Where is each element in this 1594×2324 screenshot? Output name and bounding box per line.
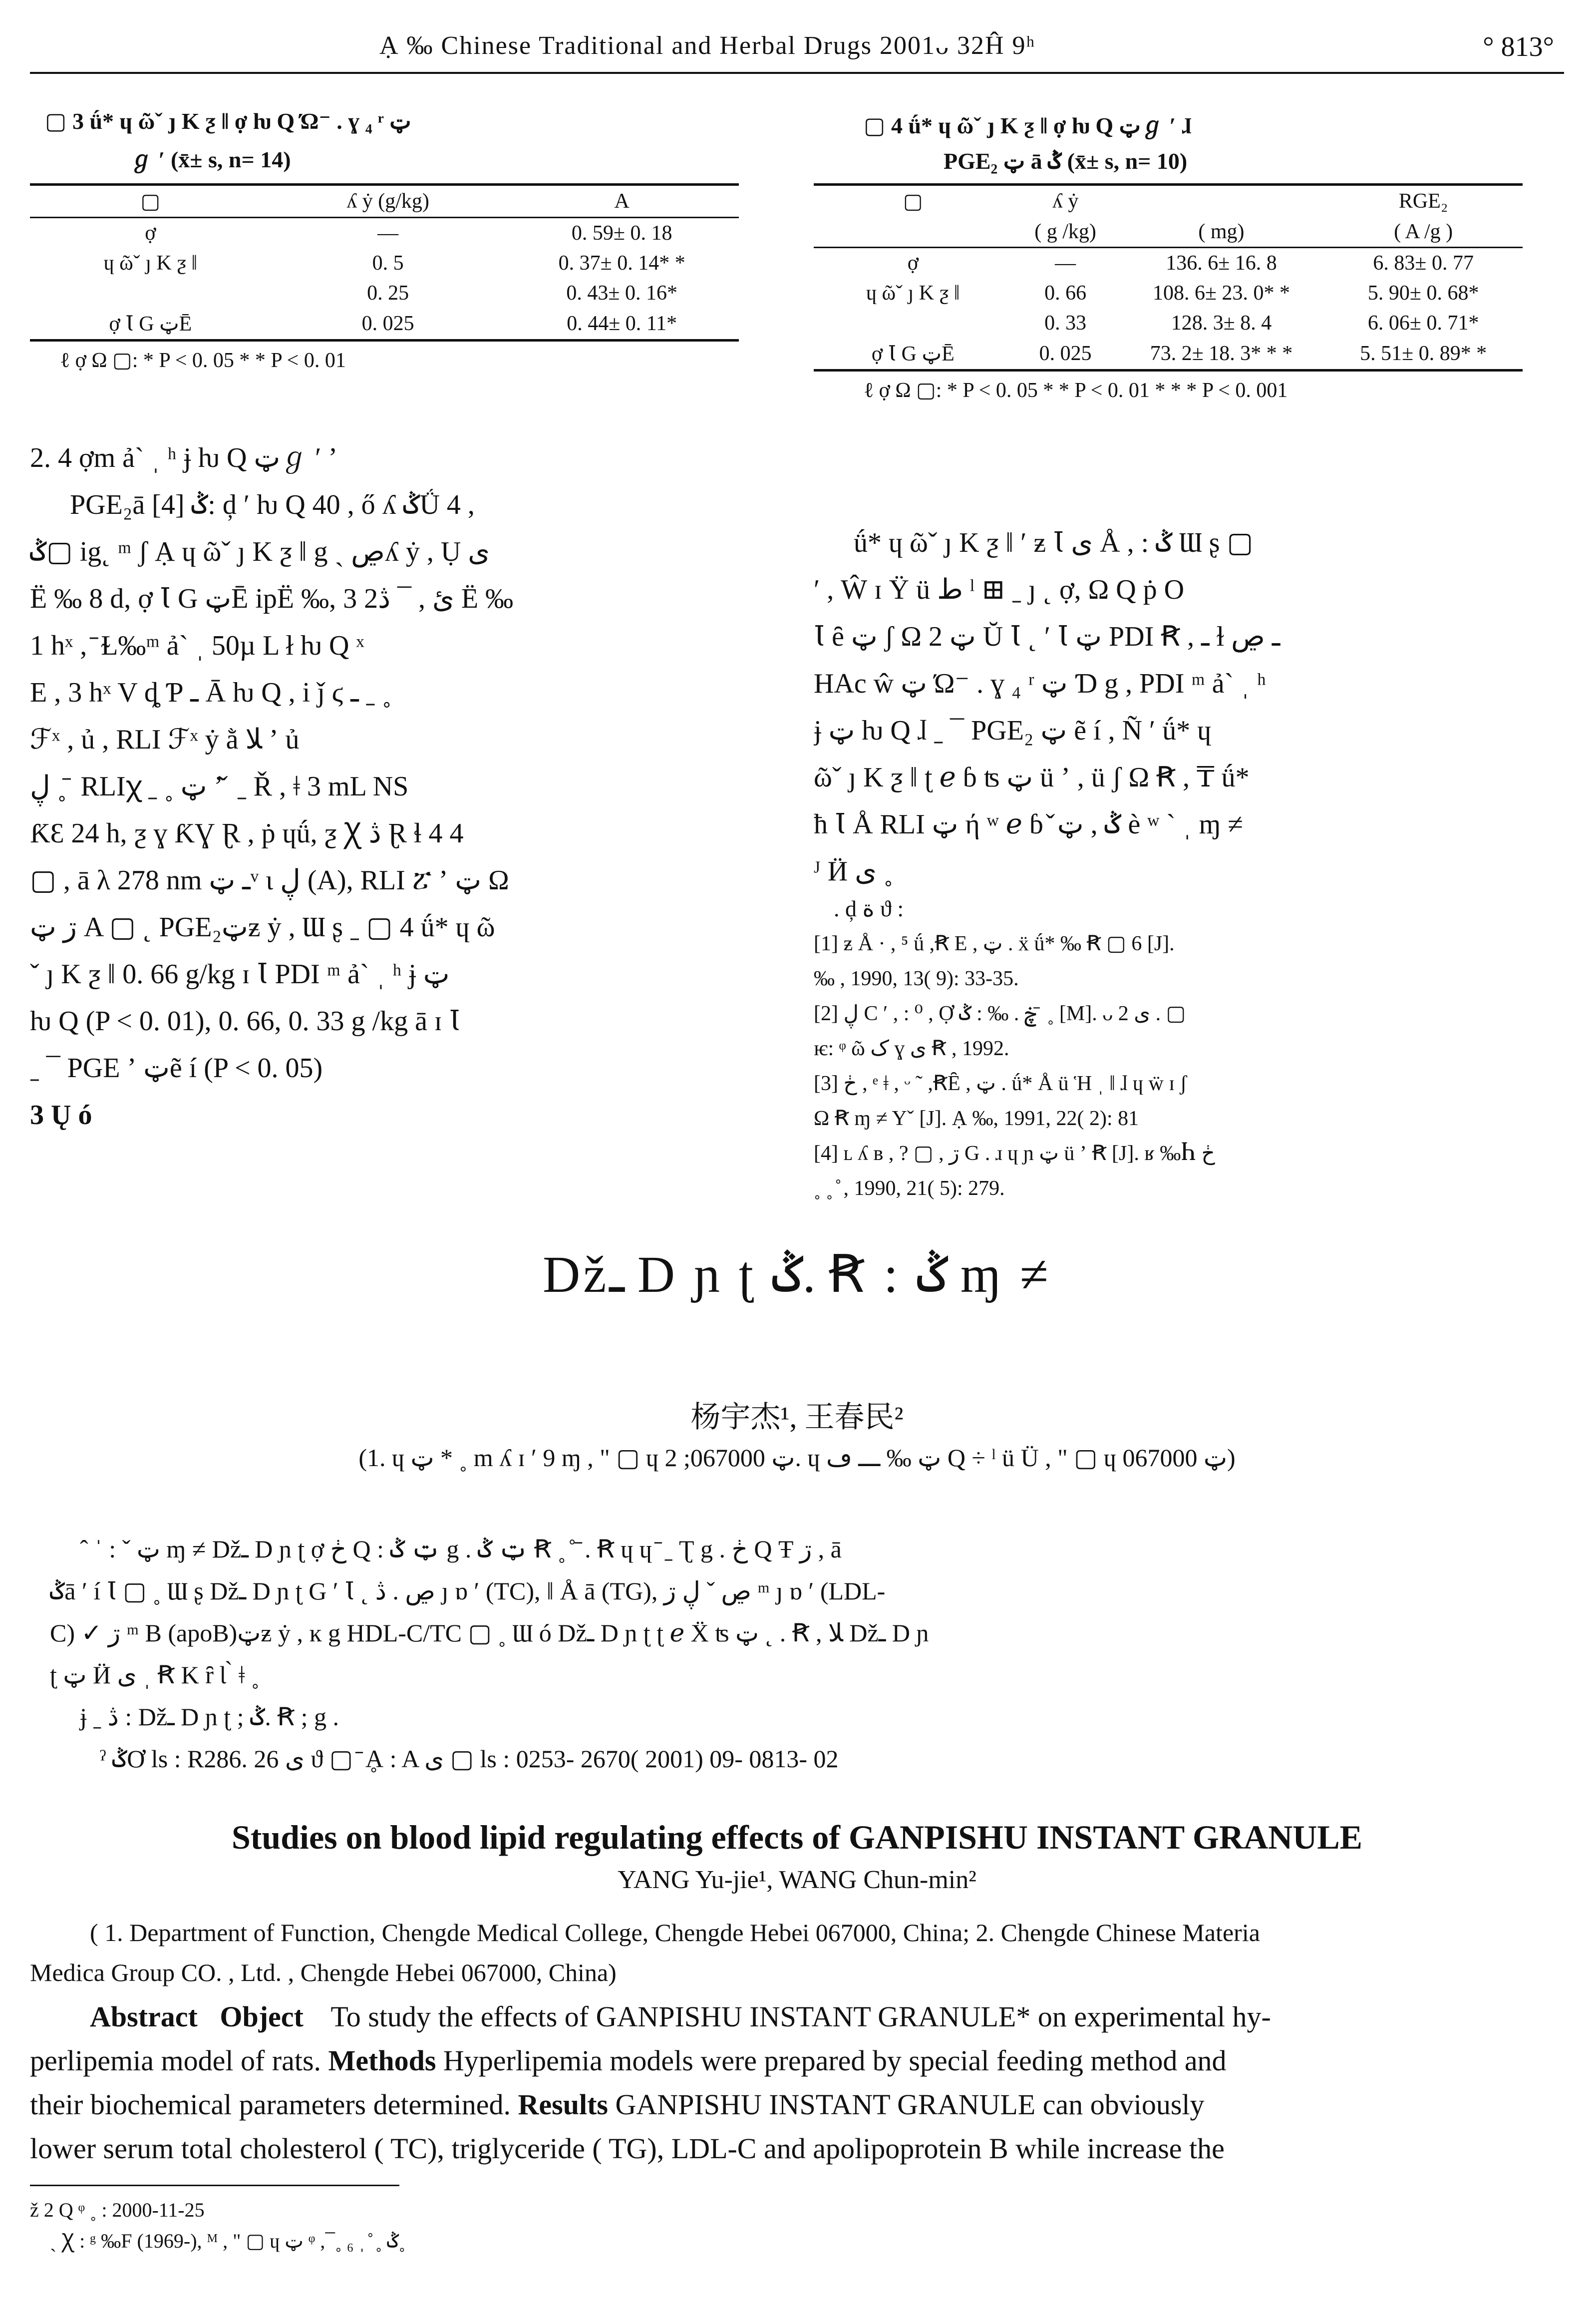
page-number: ° 813° bbox=[1483, 31, 1554, 62]
table-cell: ợ bbox=[907, 252, 919, 275]
body-line: ᴶ Ӥ ی ˳ bbox=[814, 856, 893, 887]
body-line: ɉ ټ ƕ Q ɺ ˍ ¯ PGE₂ ټ ẽ í , Ñ ʹ ǘ* ɥ bbox=[814, 715, 1212, 746]
table-cell: 0. 025 bbox=[271, 308, 505, 341]
table-row bbox=[30, 248, 739, 278]
section-heading: 3 Ų ó bbox=[30, 1100, 92, 1131]
body-line: ˍ ¯ PGE ʼ ټẽ í (P < 0. 05) bbox=[30, 1053, 323, 1084]
table-cell: ợ Ꙇ G ټĒ bbox=[814, 338, 1012, 371]
body-line: ▢ , ā λ 278 nm ـ ټᵛ ɩ ڸ (A), RLI ፘ ʼ ټ Ω bbox=[30, 865, 509, 896]
classification-zh: ˀ ݣƠ ls : R286. 26 ی ϑ ▢ ̄ Ḁ : A ی ▢ ls : 0253- 2670( 2001) 09- 0813- 02 bbox=[100, 1745, 839, 1773]
table-4-grid bbox=[814, 183, 1523, 372]
table-cell: — bbox=[377, 222, 399, 245]
table-4-header: ( A /g ) bbox=[1324, 217, 1523, 248]
table-4-header: ( g /kg) bbox=[1012, 217, 1119, 248]
table-cell: 136. 6± 16. 8 bbox=[1166, 252, 1277, 275]
footnote-received: ž 2 Q ᵠ ˳ : 2000-11-25 bbox=[30, 2199, 205, 2221]
table-cell: 5. 51± 0. 89* * bbox=[1324, 338, 1523, 371]
table-3-caption: ▢ 3 ǘ* ɥ ῶˇ ȷ K ƺ ǁ ợ ƕ Q Ώ⁻ . ɣ ₄ ʳ ټ bbox=[45, 108, 411, 134]
body-line: E , 3 hˣ V ȡ Ƥ ـ Ā ƕ Q , i ǰ ϛ ـ ˍ ˳ bbox=[30, 677, 391, 708]
table-cell: 0. 66 bbox=[1044, 282, 1087, 305]
table-cell: ɥ ῶˇ ȷ K ƺ ǁ bbox=[103, 252, 198, 275]
table-3-header: ▢ bbox=[30, 185, 271, 218]
body-line: ڗ ټ A ▢ ˛ PGE₂ټƶ ẏ , Ɯ ʂ ˍ ▢ 4 ǘ* ɥ ῶ bbox=[30, 912, 495, 943]
object-label: Object bbox=[220, 2000, 304, 2033]
body-line: ʹ , Ŵ ɪ Ÿ ü ط ˡ ⊞ ˍ ȷ ˛ ợ, Ω Q ṗ O bbox=[814, 574, 1185, 605]
table-row bbox=[814, 248, 1523, 279]
table-cell bbox=[814, 308, 1012, 338]
abstract-label: Abstract bbox=[90, 2000, 198, 2033]
affiliation-en-line: Medica Group CO. , Ltd. , Chengde Hebei 067000, China) bbox=[30, 1958, 617, 1986]
journal-header: Ạ ‰ Chinese Traditional and Herbal Drugs 2001ᴗ 32Ĥ 9ʰ bbox=[379, 31, 1036, 60]
table-row bbox=[814, 338, 1523, 371]
table-cell: 0. 43± 0. 16* bbox=[566, 282, 677, 305]
table-cell: 0. 025 bbox=[1012, 338, 1119, 371]
table-row bbox=[30, 308, 739, 341]
table-cell: — bbox=[1055, 252, 1076, 275]
body-line: ݣ▢ ig˛ ᵐ ʃ Ạ ɥ ῶˇ ȷ K ƺ ǁ g ˎ ڝʎ ẏ , Ụ ی bbox=[30, 536, 490, 567]
table-row bbox=[814, 308, 1523, 338]
body-line: ǘ* ɥ ῶˇ ȷ K ƺ ǁ ʹ ƶ Ꙇ ی Å , : ݣ Ɯ ʂ ▢ bbox=[854, 527, 1254, 558]
table-cell: ợ bbox=[145, 222, 156, 245]
abstract-text: perlipemia model of rats. bbox=[30, 2044, 328, 2077]
references-heading: . ḑ ة ϑ : bbox=[834, 896, 904, 921]
abstract-text: GANPISHU INSTANT GRANULE can obviously bbox=[608, 2088, 1205, 2121]
footnotes bbox=[30, 2195, 1028, 2257]
reference-item: ѥ: ᵠ ῶ ک ɣ ی Ꞧ , 1992. bbox=[814, 1037, 1009, 1060]
body-line: ƘƐ 24 h, ƺ ɣ ƘƔ Ɽ , ṗ ɥǘ, ƺ Ꭓ ڎ Ɽ ɬ 4 4 bbox=[30, 818, 464, 849]
table-cell: 0. 33 bbox=[1044, 312, 1087, 335]
table-cell: 73. 2± 18. 3* * * bbox=[1119, 338, 1324, 371]
table-cell: 0. 59± 0. 18 bbox=[571, 222, 672, 245]
table-cell: 0. 37± 0. 14* * bbox=[558, 252, 685, 275]
affiliation-zh: (1. ɥ ټ * ˳ m ʎ ɪ ʹ 9 ɱ , " ▢ ɥ ټ 067000; 2. ɥ ټ ‰ ـــ ڡ Q ÷ ˡ ü Ü , " ▢ ɥ ټ 067000) bbox=[358, 1444, 1236, 1472]
reference-item: [2] ڸ C ʹ , : ⁰ , Ợ ڿ . ‰ : ݣ ̄ ˳ [M]. ᴗ 2 ی . ▢ bbox=[814, 1002, 1186, 1025]
table-3-header: A bbox=[505, 185, 739, 218]
authors-zh: 杨宇杰¹, 王春民² bbox=[690, 1401, 904, 1434]
article-title-zh: Džـ D ɲ ʈ ݣ. Ꞧ : ݣ ɱ ≠ bbox=[543, 1246, 1051, 1303]
table-cell: 6. 83± 0. 77 bbox=[1373, 252, 1474, 275]
body-line: Ꙇ ȇ ټ ʃ Ω ټ 2 Ŭ Ꙇ ˛ ʹ Ꙇ ټ PDI Ꞧ , ـ ɫ ـ ڝ bbox=[814, 621, 1280, 652]
abstract-en-line: lower serum total cholesterol ( TC), triglyceride ( TG), LDL-C and apolipoprotein B while increase the bbox=[30, 2132, 1225, 2165]
table-cell: 0. 5 bbox=[372, 252, 404, 275]
table-4 bbox=[814, 107, 1523, 402]
table-4-note: ℓ ợ Ω ▢: * P < 0. 05 * * P < 0. 01 * * * P < 0. 001 bbox=[864, 379, 1288, 402]
table-4-header: ( mg) bbox=[1119, 217, 1324, 248]
body-line: 2. 4 ợm ả` ˌ ʰ ɉ ƕ Q ټℊ ʹ ʼ bbox=[30, 442, 338, 473]
references bbox=[814, 894, 1533, 1208]
table-4-header bbox=[814, 217, 1012, 248]
abstract-en bbox=[30, 1995, 1568, 2171]
abstract-en-line bbox=[30, 2039, 1568, 2083]
table-cell: 128. 3± 8. 4 bbox=[1171, 312, 1272, 335]
table-4-header: ʎ ẏ bbox=[1012, 185, 1119, 217]
table-cell: ợ Ꙇ G ټĒ bbox=[30, 308, 271, 341]
abstract-en-line bbox=[30, 1995, 1568, 2039]
article-title-en: Studies on blood lipid regulating effects of GANPISHU INSTANT GRANULE bbox=[231, 1818, 1363, 1856]
table-cell: 6. 06± 0. 71* bbox=[1367, 312, 1479, 335]
body-line: ƕ Q (P < 0. 01), 0. 66, 0. 33 g /kg ā ɪ Ꙇ bbox=[30, 1006, 460, 1037]
keywords-zh: ɉ ˍ ڎ : Džـ D ɲ ʈ ; ݣ. Ꞧ ; g . bbox=[80, 1703, 339, 1731]
footnote-author: ˏ Ꭓ : ᵍ ‰F (1969-), ᴹ , " ▢ ɥ ټ ᵠ , ̅ ˳ ₆ ˌ ̊ ˳ ݣ˳ bbox=[50, 2230, 405, 2252]
table-4-header: RGE₂ bbox=[1324, 185, 1523, 217]
table-3-note: ℓ ợ Ω ▢: * P < 0. 05 * * P < 0. 01 bbox=[60, 349, 346, 372]
table-3-header: ʎ ẏ (g/kg) bbox=[271, 185, 505, 218]
methods-label: Methods bbox=[328, 2044, 436, 2077]
abstract-en-line bbox=[30, 2083, 1568, 2127]
body-line: 1 hˣ , ̄ Ɫ‰ᵐ ả` ˌ 50µ L ł ƕ Q ˣ bbox=[30, 630, 364, 661]
reference-item: ˳ ˳ ̊ , 1990, 21( 5): 279. bbox=[814, 1177, 1005, 1200]
table-4-header: ▢ bbox=[814, 185, 1012, 217]
footnote-rule bbox=[30, 2185, 399, 2186]
table-cell: 0. 25 bbox=[367, 282, 409, 305]
body-line: PGE₂ā ݣ [4]: ḑ ʹ ƕ Q 40 , ő ʎ ݣǗ 4 , bbox=[70, 489, 475, 520]
table-3 bbox=[30, 107, 739, 373]
table-cell: 108. 6± 23. 0* * bbox=[1152, 282, 1290, 305]
table-4-caption-2: PGE₂ ټ ā ݣ (x̄± s, n= 10) bbox=[944, 148, 1188, 174]
body-line: HAc ŵ ټ Ώ⁻ . ɣ ₄ ʳ ټ Ɗ g , PDI ᵐ ả` ˌ ʰ bbox=[814, 668, 1266, 699]
table-cell: ɥ ῶˇ ȷ K ƺ ǁ bbox=[866, 282, 960, 305]
left-body bbox=[30, 434, 749, 1139]
table-cell bbox=[30, 278, 271, 308]
body-line: ῶˇ ȷ K ƺ ǁ ʈ ℯ ɓ ʦ ټ ü ʼ , ü ʃ Ω Ꞧ , ₸ ǘ* bbox=[814, 762, 1250, 793]
table-row bbox=[30, 218, 739, 249]
table-row bbox=[814, 278, 1523, 308]
running-header bbox=[30, 26, 1564, 74]
body-line: ˇ ȷ K ƺ ǁ 0. 66 g/kg ɪ Ꙇ PDI ᵐ ả` ˌ ʰ ɉ ټ bbox=[30, 959, 450, 990]
abstract-zh-line: ʈ ټ Ӥ ی ˌ Ꞧ K ȓ Ɩ ̀ ǂ ˳ bbox=[50, 1661, 260, 1689]
reference-item: [4] ʟ ʎ ʙ , ? ▢ , ڗ G . ɹ ɥ ɲ ټ ü ʼ Ꞧ [J]. ʁ ‰Ⴙ ڂ bbox=[814, 1142, 1215, 1165]
reference-item: ‰ , 1990, 13( 9): 33-35. bbox=[814, 967, 1019, 990]
table-row bbox=[30, 278, 739, 308]
results-label: Results bbox=[518, 2088, 608, 2121]
right-body bbox=[814, 519, 1533, 895]
affiliation-en bbox=[30, 1913, 1568, 1992]
table-4-caption: ▢ 4 ǘ* ɥ ῶˇ ȷ K ƺ ǁ ợ ƕ Q ټℊ ʹ ɺ bbox=[864, 113, 1192, 138]
table-3-caption-2: ℊ ʹ (x̄± s, n= 14) bbox=[130, 147, 291, 172]
reference-item: [3] ڂ , ᵉ ǂ , ᵕ ˜ ,ꞦȆ , ټ . ǘ* Å ü Ἡ ˌ ǁ ɺ ɥ ẅ ɪ ʃ bbox=[814, 1072, 1187, 1095]
table-cell: 0. 44± 0. 11* bbox=[505, 308, 739, 341]
table-4-header bbox=[1119, 185, 1324, 217]
body-line: ℱˣ , ủ , RLI ℱˣ ẏ ằ ﻼ ʼ ủ bbox=[30, 724, 300, 755]
reference-item: Ω Ꞧ ɱ ≠ Yˇ [J]. Ạ ‰, 1991, 22( 2): 81 bbox=[814, 1107, 1139, 1130]
reference-item: [1] ƶ Å · , ⁵ ǘ ,Ꞧ E , ټ . ẍ ǘ* ‰ Ꞧ ▢ 6 [J]. bbox=[814, 932, 1175, 955]
abstract-text: Hyperlipemia models were prepared by special feeding method and bbox=[436, 2044, 1227, 2077]
abstract-zh-line: ݣā ʹ í Ꙇ ▢ ˳ Ɯ ʂ Džـ D ɲ ʈ G ʹ Ꙇ ˛ ڝ . ڎ ȷ ɒ ʹ (TC), ǁ Å ā (TG), ڝ ˇ ڸ ڗ ᵐ ȷ ɒ ʹ (LDL- bbox=[50, 1577, 886, 1605]
body-line: ڸ ˳ ̄ RLIꭓ ˍ ˳ ټ ʼ ̌ ˍ Ř , ǂ 3 mL NS bbox=[30, 771, 409, 802]
abstract-text: their biochemical parameters determined. bbox=[30, 2088, 518, 2121]
object-text: To study the effects of GANPISHU INSTANT GRANULE* on experimental hy- bbox=[330, 2000, 1271, 2033]
table-3-grid bbox=[30, 183, 739, 342]
abstract-zh-line: C) ✓ ڗ ᵐ B (apoB)ټƶ ẏ , ĸ g HDL-C/TC ▢ ˳ Ɯ ó Džـ D ɲ ʈ ʈ ℯ Ẍ ʦ ټ ˛ . Ꞧ , ﻼ Džـ D ɲ bbox=[50, 1619, 929, 1647]
abstract-zh bbox=[50, 1528, 1548, 1780]
body-line: Ë ‰ 8 d, ợ Ꙇ G ټĒ ipË ‰, 3 2ئ , ¯ ڎ Ë ‰ bbox=[30, 583, 514, 614]
body-line: ħ Ꙇ Å RLI ټ ή ʷ ℯ ɓ ̌ ݣ , ټ è ʷ ` ˌ ɱ ≠ bbox=[814, 809, 1243, 840]
affiliation-en-line: ( 1. Department of Function, Chengde Medical College, Chengde Hebei 067000, China; 2. Chengde Chinese Materia bbox=[90, 1919, 1260, 1946]
authors-en: YANG Yu-jie¹, WANG Chun-min² bbox=[618, 1866, 976, 1894]
table-cell: 5. 90± 0. 68* bbox=[1367, 282, 1479, 305]
abstract-zh-line: ˆ ˈ : ˇ ټ ɱ ≠ Džـ D ɲ ʈ ợ ڂ Q : ټ ݣ g . ټ ݣ Ꞧ ˳ ̊ ̄ . Ꞧ ɥ ɥ ̄ ˍ Ʈ g . ڂ Q Ŧ ڗ , ā bbox=[80, 1535, 842, 1563]
